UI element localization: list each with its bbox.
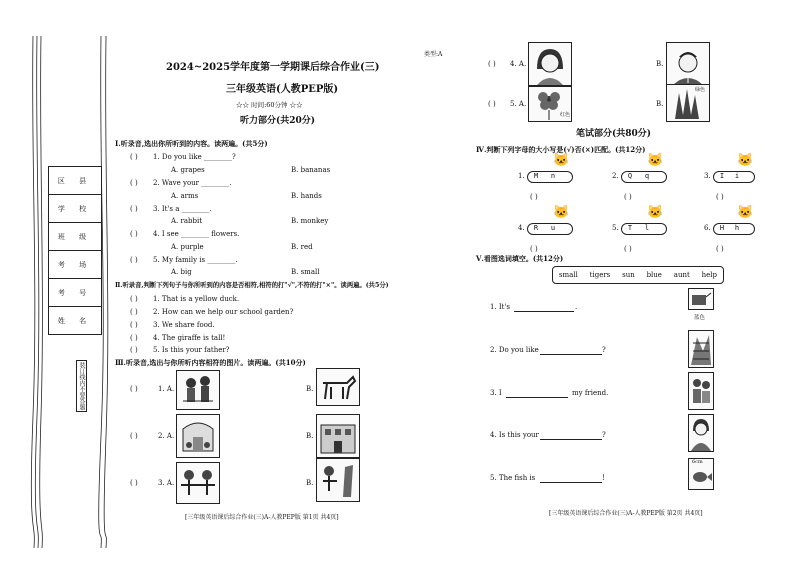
s5-q3-pre: 3. I <box>490 389 502 397</box>
s5-q3-post: my friend. <box>572 389 609 397</box>
s4-q5-paren[interactable]: ( ) <box>624 245 632 253</box>
word-tigers: tigers <box>589 271 611 279</box>
s2-q4-text: 4. The giraffe is tall! <box>153 334 226 342</box>
page-subtitle: 三年级英语(人教PEP版) <box>226 84 339 95</box>
s1-q2-text: 2. Wave your ________. <box>153 179 232 187</box>
s4-q1-lower: n <box>550 172 556 180</box>
s2-q3-text: 3. We share food. <box>153 321 215 329</box>
s5-q3-blank[interactable] <box>506 397 568 398</box>
s4-q1-upper: M <box>533 172 539 180</box>
s1-q2-b: B. hands <box>291 192 322 200</box>
field-exam-number[interactable]: 考 号 <box>49 279 101 307</box>
s4-q4-cat-icon: 🐱 <box>553 205 570 220</box>
s3-q5-b-caption: 绿色 <box>695 87 706 93</box>
field-class[interactable]: 班 级 <box>49 223 101 251</box>
s3-q2-paren[interactable]: ( ) <box>130 432 138 440</box>
s5-q1-caption: 蓝色 <box>694 315 706 321</box>
s3-q3-b: B. <box>306 479 314 487</box>
s5-q2-post: ? <box>602 346 606 354</box>
s3-q5-paren[interactable]: ( ) <box>488 100 496 108</box>
writing-header: 笔试部分(共80分) <box>576 129 652 139</box>
s5-q2-pre: 2. Do you like <box>490 346 539 354</box>
word-help: help <box>701 271 718 279</box>
s4-q6-paren[interactable]: ( ) <box>716 245 724 253</box>
s4-q4-upper: R <box>533 224 539 232</box>
s1-q1-a: A. grapes <box>171 166 205 174</box>
s2-q3-paren[interactable]: ( ) <box>130 321 138 329</box>
s4-q5-lower: l <box>644 224 650 232</box>
s5-q4-blank[interactable] <box>540 439 602 440</box>
s5-q4-pre: 4. Is this your <box>490 431 539 439</box>
s5-q1-pre: 1. It's <box>490 303 510 311</box>
s4-q3-cat-icon: 🐱 <box>737 153 754 168</box>
s1-q4-a: A. purple <box>171 243 204 251</box>
word-aunt: aunt <box>673 271 690 279</box>
section1-title: Ⅰ.听录音,选出你所听到的内容。读两遍。(共5分) <box>115 139 268 148</box>
s1-q5-a: A. big <box>171 268 192 276</box>
word-sun: sun <box>622 271 635 279</box>
s1-q4-text: 4. I see ________ flowers. <box>153 230 240 238</box>
s5-q1-blank[interactable] <box>514 311 574 312</box>
s4-q2-lower: q <box>644 172 650 180</box>
s1-q4-paren[interactable]: ( ) <box>130 230 138 238</box>
s3-q1-b: B. <box>306 385 314 393</box>
s1-q3-a: A. rabbit <box>171 217 203 225</box>
s4-q1-cat-icon: 🐱 <box>553 153 570 168</box>
s5-q1-post: . <box>575 303 578 311</box>
s4-q3-num: 3. <box>704 172 711 180</box>
s4-q1-paren[interactable]: ( ) <box>530 193 538 201</box>
s3-q4-b: B. <box>656 60 664 68</box>
section3-title: Ⅲ.听录音,选出与你所听内容相符的图片。读两遍。(共10分) <box>115 358 306 367</box>
field-name[interactable]: 姓 名 <box>57 316 93 325</box>
s1-q3-text: 3. It's a ________. <box>153 205 212 213</box>
listening-header: 听力部分(共20分) <box>240 116 316 126</box>
word-blue: blue <box>646 271 662 279</box>
exam-type: 类型:A <box>424 51 443 58</box>
s3-q4-b-picture[interactable] <box>666 42 710 86</box>
s4-q5-num: 5. <box>612 224 619 232</box>
s4-q1-num: 1. <box>518 172 525 180</box>
s3-q5-a: 5. A. <box>510 100 527 108</box>
s4-q2-upper: Q <box>627 172 633 180</box>
s3-q1-b-picture[interactable] <box>316 368 360 406</box>
s4-q3-upper: I <box>719 172 725 180</box>
field-school[interactable]: 学 校 <box>49 195 101 223</box>
s4-q3-lower: i <box>734 172 740 180</box>
word-bank <box>552 266 724 284</box>
s5-q1-picture <box>688 288 714 310</box>
word-small: small <box>558 271 578 279</box>
s1-q1-b: B. bananas <box>291 166 331 174</box>
s1-q3-paren[interactable]: ( ) <box>130 205 138 213</box>
s2-q2-paren[interactable]: ( ) <box>130 308 138 316</box>
s1-q2-a: A. arms <box>171 192 199 200</box>
s2-q2-text: 2. How can we help our school garden? <box>153 308 294 316</box>
s3-q5-b: B. <box>656 100 664 108</box>
binding-strip-lines <box>30 36 46 548</box>
s3-q4-paren[interactable]: ( ) <box>488 60 496 68</box>
s4-q2-num: 2. <box>612 172 619 180</box>
s4-q4-num: 4. <box>518 224 525 232</box>
s1-q5-text: 5. My family is ________. <box>153 256 238 264</box>
section5-title: Ⅴ.看图选词填空。(共12分) <box>476 254 564 263</box>
page-title: 2024~2025学年度第一学期课后综合作业(三) <box>166 62 380 73</box>
s5-q4-post: ? <box>602 431 606 439</box>
s3-q3-b-picture[interactable] <box>316 458 360 502</box>
seal-line-text: 装订线内不要答题 <box>78 362 85 410</box>
field-room[interactable]: 考 场 <box>49 251 101 279</box>
s4-q6-upper: H <box>719 224 725 232</box>
s4-q6-cat-icon: 🐱 <box>737 205 754 220</box>
s4-q2-cat-icon: 🐱 <box>647 153 664 168</box>
s1-q3-b: B. monkey <box>291 217 329 225</box>
s3-q1-a-picture[interactable] <box>176 370 220 410</box>
time-info: ☆☆ 时间:60分钟 ☆☆ <box>236 101 303 109</box>
s3-q1-a: 1. A. <box>158 385 175 393</box>
s3-q5-a-caption: 红色 <box>560 112 571 118</box>
s5-q5-post: ! <box>602 474 605 482</box>
s4-q5-cat-icon: 🐱 <box>647 205 664 220</box>
footer-left: [三年级英语课后综合作业(三)A-人教PEP版 第1页 共4页] <box>185 514 339 521</box>
s1-q1-paren[interactable]: ( ) <box>130 153 138 161</box>
s3-q2-a-picture[interactable] <box>176 414 220 458</box>
s3-q3-a-picture[interactable] <box>176 462 220 504</box>
s5-q3-picture <box>688 372 714 410</box>
field-district[interactable]: 区 县 <box>49 167 101 195</box>
section2-title: Ⅱ.听录音,判断下列句子与你所听到的内容是否相符,相符的打"√",不符的打"×"。读两遍。(共5分) <box>115 282 389 289</box>
s5-q5-caption: 6cm <box>692 459 703 465</box>
s3-q4-a-picture[interactable] <box>528 42 572 86</box>
s3-q4-a: 4. A. <box>510 60 527 68</box>
s4-q6-num: 6. <box>704 224 711 232</box>
footer-right: [三年级英语课后综合作业(三)A-人教PEP版 第2页 共4页] <box>549 510 703 517</box>
s5-q2-picture <box>688 330 714 368</box>
s5-q4-picture <box>688 414 714 452</box>
s4-q4-lower: u <box>550 224 556 232</box>
s3-q3-a: 3. A. <box>158 479 175 487</box>
s2-q5-text: 5. Is this your father? <box>153 346 230 354</box>
s1-q5-b: B. small <box>291 268 320 276</box>
s4-q2-paren[interactable]: ( ) <box>624 193 632 201</box>
s1-q1-text: 1. Do you like ________? <box>153 153 236 161</box>
s4-q5-upper: T <box>627 224 633 232</box>
section4-title: Ⅳ.判断下列字母的大小写是(√)否(×)匹配。(共12分) <box>476 145 646 154</box>
s3-q2-a: 2. A. <box>158 432 175 440</box>
s5-q2-blank[interactable] <box>540 354 602 355</box>
s3-q3-paren[interactable]: ( ) <box>130 479 138 487</box>
student-info-table <box>48 166 102 335</box>
s3-q2-b: B. <box>306 432 314 440</box>
s5-q5-pre: 5. The fish is <box>490 474 536 482</box>
s3-q1-paren[interactable]: ( ) <box>130 385 138 393</box>
s4-q3-paren[interactable]: ( ) <box>716 193 724 201</box>
s2-q1-text: 1. That is a yellow duck. <box>153 295 240 303</box>
s1-q5-paren[interactable]: ( ) <box>130 256 138 264</box>
s5-q5-blank[interactable] <box>540 482 602 483</box>
s1-q4-b: B. red <box>291 243 313 251</box>
s3-q2-b-picture[interactable] <box>316 414 360 458</box>
s2-q1-paren[interactable]: ( ) <box>130 295 138 303</box>
s2-q5-paren[interactable]: ( ) <box>130 346 138 354</box>
s4-q6-lower: h <box>734 224 740 232</box>
s4-q4-paren[interactable]: ( ) <box>530 245 538 253</box>
s2-q4-paren[interactable]: ( ) <box>130 334 138 342</box>
s1-q2-paren[interactable]: ( ) <box>130 179 138 187</box>
